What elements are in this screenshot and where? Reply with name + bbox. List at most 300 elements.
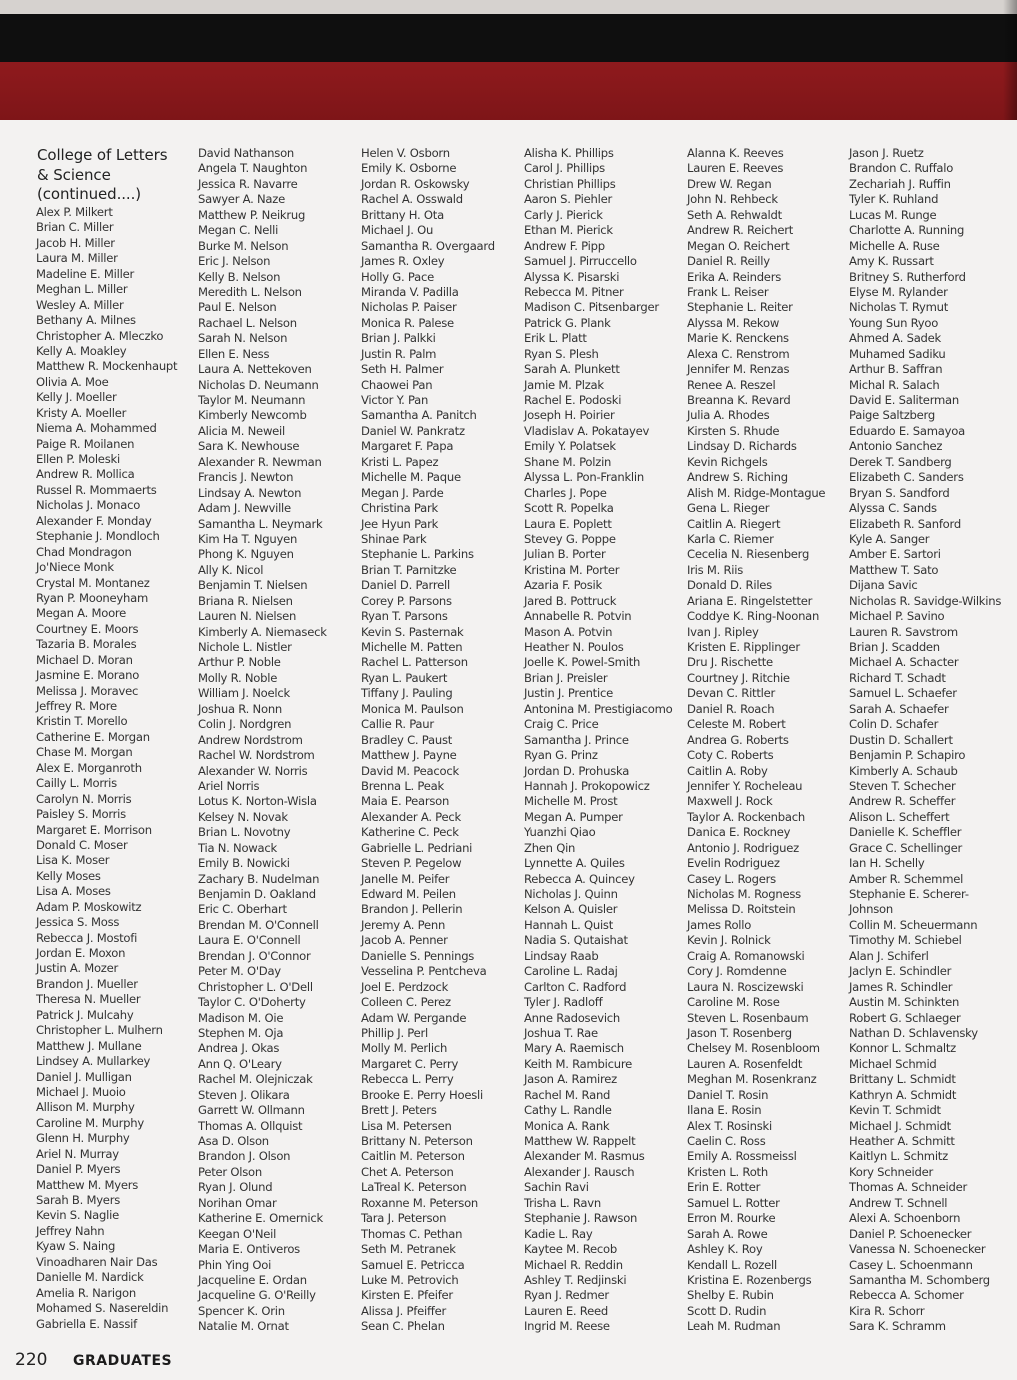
graduate-name: Matthew P. Neikrug <box>198 207 306 222</box>
graduate-name: Michelle M. Prost <box>524 794 618 809</box>
graduate-name: Dijana Savic <box>849 578 918 593</box>
graduate-name: Ryan L. Paukert <box>361 670 448 685</box>
graduate-name: Laura N. Roscizewski <box>687 979 804 994</box>
graduate-name: Chaowei Pan <box>361 377 433 392</box>
graduate-name: Alish M. Ridge-Montague <box>687 485 826 500</box>
graduate-name: Iris M. Riis <box>687 562 744 577</box>
graduate-name: Caitlin A. Roby <box>687 763 768 778</box>
graduate-name: Samantha M. Schomberg <box>849 1272 990 1287</box>
graduate-name: Jacob H. Miller <box>36 235 115 250</box>
graduate-name: Jason T. Rosenberg <box>687 1025 792 1040</box>
graduate-name: Kristi L. Papez <box>361 454 439 469</box>
graduate-name: Asa D. Olson <box>198 1134 269 1148</box>
graduate-name: John N. Rehbeck <box>687 192 778 207</box>
graduate-name: Kyle A. Sanger <box>849 531 930 546</box>
graduate-name: Justin R. Palm <box>361 346 437 361</box>
graduate-name: Tyler K. Ruhland <box>849 192 939 207</box>
graduate-name: Daniel D. Parrell <box>361 578 450 593</box>
graduate-name: Kirsten E. Pfeifer <box>361 1288 453 1303</box>
graduate-name: Rachel M. Rand <box>524 1087 611 1102</box>
graduate-name: Benjamin D. Oakland <box>198 887 316 901</box>
graduate-name: Charlotte A. Running <box>849 223 965 238</box>
graduate-name: Luke M. Petrovich <box>361 1272 459 1287</box>
graduate-name: Brian J. Preisler <box>524 670 608 685</box>
graduate-name: Amy K. Russart <box>849 254 934 269</box>
graduate-name: Carlton C. Radford <box>524 979 627 994</box>
graduate-name: Rebecca A. Schomer <box>849 1288 964 1303</box>
graduate-name: Matthew M. Myers <box>36 1177 139 1192</box>
graduate-name: Emily A. Rossmeissl <box>687 1149 797 1164</box>
graduate-name: Rachael L. Nelson <box>198 315 297 330</box>
graduate-name: Ilana E. Rosin <box>687 1103 762 1118</box>
graduate-name: Sara K. Schramm <box>849 1319 946 1334</box>
graduate-name: Brittany L. Schmidt <box>849 1072 956 1087</box>
graduate-name: Megan A. Pumper <box>524 809 623 824</box>
graduate-name: Elizabeth R. Sanford <box>849 516 961 531</box>
graduate-name: Adam W. Pergande <box>361 1010 467 1025</box>
running-head: GRADUATES <box>73 1353 173 1369</box>
graduate-name: Thomas A. Schneider <box>849 1180 968 1195</box>
graduate-name: Heather A. Schmitt <box>849 1134 955 1148</box>
graduate-name: Shinae Park <box>361 531 427 546</box>
graduate-name: Samantha L. Neymark <box>198 516 323 531</box>
name-column-1 <box>36 205 198 1332</box>
graduate-name: Spencer K. Orin <box>198 1303 285 1318</box>
graduate-name: Taylor A. Rockenbach <box>687 809 805 824</box>
graduate-name: Konnor L. Schmaltz <box>849 1041 957 1056</box>
graduate-name: Emily K. Osborne <box>361 161 457 176</box>
graduate-name: Kendall L. Rozell <box>687 1257 777 1272</box>
graduate-name: Megan O. Reichert <box>687 238 790 253</box>
graduate-name: Andrew F. Pipp <box>524 238 605 253</box>
graduate-name: Brian L. Novotny <box>198 825 291 840</box>
graduate-name: Jasmine E. Morano <box>36 668 140 683</box>
graduate-name: Nicholas D. Neumann <box>198 377 319 392</box>
graduate-name: Natalie M. Ornat <box>198 1319 289 1334</box>
graduate-name: Jessica S. Moss <box>36 915 120 930</box>
graduate-name: Kadie L. Ray <box>524 1226 593 1241</box>
name-column-4 <box>524 146 686 1335</box>
graduate-name: Ian H. Schelly <box>849 856 925 871</box>
graduate-name: Rachel W. Nordstrom <box>198 748 315 763</box>
graduate-name: Jacqueline G. O'Reilly <box>198 1288 316 1303</box>
name-column-3 <box>361 146 523 1335</box>
graduate-name: Devan C. Rittler <box>687 686 776 701</box>
graduate-name: Craig A. Romanowski <box>687 948 805 963</box>
graduate-name: Madison M. Oie <box>198 1010 284 1025</box>
graduate-name: Brittany H. Ota <box>361 207 444 222</box>
graduate-name: Trisha L. Ravn <box>524 1195 601 1210</box>
graduate-name: Michelle M. Patten <box>361 640 463 654</box>
graduate-name: Aaron S. Piehler <box>524 192 612 207</box>
graduate-name: Kristin T. Morello <box>36 714 128 729</box>
graduate-name: Lucas M. Runge <box>849 207 937 222</box>
graduate-name: Michael J. Muoio <box>36 1084 126 1099</box>
graduate-name: Eric J. Nelson <box>198 254 271 269</box>
graduate-name: Kaytee M. Recob <box>524 1242 617 1257</box>
graduate-name: Megan A. Moore <box>36 606 127 621</box>
graduate-name: Tazaria B. Morales <box>36 637 137 652</box>
graduate-name: David M. Peacock <box>361 763 459 778</box>
graduate-name: Benjamin P. Schapiro <box>849 748 966 763</box>
graduate-name: Steven J. Olikara <box>198 1087 290 1102</box>
graduate-name: Paige Saltzberg <box>849 408 935 423</box>
graduate-name: Brandon J. Mueller <box>36 976 138 991</box>
graduate-name: Madeline E. Miller <box>36 266 134 281</box>
graduate-name: Alicia M. Neweil <box>198 423 285 438</box>
graduate-name: Brendan J. O'Connor <box>198 948 311 963</box>
graduate-name: Carolyn N. Morris <box>36 791 132 806</box>
graduate-name: Yuanzhi Qiao <box>524 825 596 840</box>
graduate-name: Nadia S. Qutaishat <box>524 933 628 948</box>
graduate-name: Garrett W. Ollmann <box>198 1103 305 1118</box>
graduate-name: Nathan D. Schlavensky <box>849 1025 978 1040</box>
graduate-name: Shane M. Polzin <box>524 454 612 469</box>
graduate-name: Matthew J. Mullane <box>36 1038 142 1053</box>
graduate-name: Amber R. Schemmel <box>849 871 964 886</box>
graduate-name: Elizabeth C. Sanders <box>849 470 964 485</box>
graduate-name: Sarah A. Plunkett <box>524 362 620 377</box>
graduate-name: Callie R. Paur <box>361 717 434 732</box>
graduate-name: Nicholas J. Quinn <box>524 887 618 901</box>
graduate-name: Emily B. Nowicki <box>198 856 290 871</box>
graduate-name: Kelsey N. Novak <box>198 809 288 824</box>
header-band-light <box>0 0 1017 14</box>
graduate-name: Colin J. Nordgren <box>198 717 292 732</box>
graduate-name: Alex T. Rosinski <box>687 1118 772 1133</box>
graduate-name: Kevin Richgels <box>687 454 768 469</box>
graduate-name: Annabelle R. Potvin <box>524 609 632 624</box>
graduate-name: Russel R. Mommaerts <box>36 482 157 497</box>
graduate-name: Adam P. Moskowitz <box>36 899 142 914</box>
graduate-name: Jo'Niece Monk <box>36 560 114 575</box>
graduate-name: Danielle K. Scheffler <box>849 825 962 840</box>
graduate-name: Tiffany J. Pauling <box>361 686 453 701</box>
graduate-name: Ashley K. Roy <box>687 1242 763 1257</box>
graduate-name: Holly G. Pace <box>361 269 434 284</box>
graduate-name: Samantha R. Overgaard <box>361 238 495 253</box>
graduate-name: Sawyer A. Naze <box>198 192 285 207</box>
graduate-name: Paisley S. Morris <box>36 807 126 822</box>
graduate-name: Kevin S. Naglie <box>36 1208 119 1223</box>
graduate-name: Lisa A. Moses <box>36 884 111 899</box>
graduate-name: Kristina E. Rozenbergs <box>687 1272 812 1287</box>
graduate-name: Samuel L. Rotter <box>687 1195 780 1210</box>
graduate-name: Samuel L. Schaefer <box>849 686 957 701</box>
graduate-name: Alexander A. Peck <box>361 809 461 824</box>
graduate-name: Matthew T. Sato <box>849 562 939 577</box>
graduate-name: Courtney E. Moors <box>36 621 139 636</box>
graduate-name: Alexander M. Rasmus <box>524 1149 645 1164</box>
graduate-name: Antonio J. Rodriguez <box>687 840 799 855</box>
graduate-name: Caroline M. Murphy <box>36 1115 144 1130</box>
graduate-name: Arthur B. Saffran <box>849 362 943 377</box>
graduate-name: Renee A. Reszel <box>687 377 776 392</box>
graduate-name: Zachary B. Nudelman <box>198 871 320 886</box>
graduate-name: Megan J. Parde <box>361 485 444 500</box>
graduate-name: Michael D. Moran <box>36 652 133 667</box>
graduate-name: Michael J. Ou <box>361 223 434 238</box>
graduate-name: Nicholas M. Rogness <box>687 887 801 901</box>
graduate-name: Brandon J. Pellerin <box>361 902 463 917</box>
name-column-2 <box>198 146 360 1335</box>
graduate-name: Katherine C. Peck <box>361 825 459 840</box>
graduate-name: Jeremy A. Penn <box>361 917 446 932</box>
graduate-name: Jaclyn E. Schindler <box>849 964 952 979</box>
graduate-name: Jee Hyun Park <box>361 516 439 531</box>
graduate-name: Jamie M. Plzak <box>524 377 604 392</box>
section-title-line: (continued....) <box>37 185 142 203</box>
graduate-name: Alyssa K. Pisarski <box>524 269 620 284</box>
graduate-name: Richard T. Schadt <box>849 670 946 685</box>
graduate-name: Chelsey M. Rosenbloom <box>687 1041 820 1056</box>
graduate-name: Zhen Qin <box>524 840 576 855</box>
graduate-name: Tyler J. Radloff <box>524 995 603 1010</box>
graduate-name: Caitlin A. Riegert <box>687 516 781 531</box>
graduate-name: Alexander J. Rausch <box>524 1164 635 1179</box>
graduate-name: Ellen E. Ness <box>198 346 270 361</box>
graduate-name: Megan C. Nelli <box>198 223 279 238</box>
graduate-name: Donald C. Moser <box>36 837 128 852</box>
graduate-name: Stephanie L. Reiter <box>687 300 793 315</box>
graduate-name: Jennifer M. Renzas <box>687 362 790 377</box>
graduate-name: Monica A. Rank <box>524 1118 610 1133</box>
graduate-name: Lauren N. Nielsen <box>198 609 297 624</box>
graduate-name: Colleen C. Perez <box>361 995 451 1010</box>
graduate-name: Lauren A. Rosenfeldt <box>687 1056 803 1071</box>
graduate-name: Alex E. Morganroth <box>36 760 142 775</box>
graduate-name: Margaret F. Papa <box>361 439 454 454</box>
graduate-name: Ally K. Nicol <box>198 562 264 577</box>
graduate-name: Michael R. Reddin <box>524 1257 623 1272</box>
graduate-name: Crystal M. Montanez <box>36 575 150 590</box>
graduate-name: Samuel E. Petricca <box>361 1257 465 1272</box>
graduate-name: Michal R. Salach <box>849 377 940 392</box>
graduate-name: Taylor C. O'Doherty <box>198 995 306 1010</box>
graduate-name: Brooke E. Perry Hoesli <box>361 1087 483 1102</box>
graduate-name: Stephanie E. Scherer- <box>849 887 969 901</box>
graduate-name: Taylor M. Neumann <box>198 393 306 407</box>
graduate-name: Ashley T. Redjinski <box>524 1272 627 1287</box>
graduate-name: Timothy M. Schiebel <box>849 933 962 948</box>
graduate-name: Maxwell J. Rock <box>687 794 773 809</box>
graduate-name: Theresa N. Mueller <box>36 992 141 1007</box>
graduate-name: Kaitlyn L. Schmitz <box>849 1149 948 1164</box>
graduate-name: Glenn H. Murphy <box>36 1131 130 1146</box>
graduate-name: Eduardo E. Samayoa <box>849 423 965 438</box>
graduate-name: Brian J. Scadden <box>849 640 940 654</box>
graduate-name: Justin J. Prentice <box>524 686 613 701</box>
graduate-name: Andrew R. Reichert <box>687 223 794 238</box>
graduate-name: Alyssa L. Pon-Franklin <box>524 470 644 485</box>
graduate-name: Edward M. Peilen <box>361 887 456 901</box>
graduate-name: Austin M. Schinkten <box>849 995 960 1010</box>
graduate-name: Elyse M. Rylander <box>849 284 948 299</box>
graduate-name: Andrea J. Okas <box>198 1041 280 1056</box>
graduate-name: Madison C. Pitsenbarger <box>524 300 659 315</box>
graduate-name: Alexander R. Newman <box>198 454 322 469</box>
graduate-name: Grace C. Schellinger <box>849 840 962 855</box>
graduate-name: Sarah A. Rowe <box>687 1226 768 1241</box>
graduate-name: Kimberly A. Niemaseck <box>198 624 327 639</box>
graduate-name: Seth A. Rehwaldt <box>687 207 782 222</box>
graduate-name: Ryan P. Mooneyham <box>36 590 149 605</box>
graduate-name: Ryan S. Plesh <box>524 346 599 361</box>
graduate-name: Alan J. Schiferl <box>849 948 929 963</box>
graduate-name: Ellen P. Moleski <box>36 452 120 466</box>
graduate-name: Angela T. Naughton <box>198 161 308 176</box>
graduate-name: Jordan E. Moxon <box>36 946 126 960</box>
graduate-name: Kristy A. Moeller <box>36 405 127 420</box>
graduate-name: Marie K. Renckens <box>687 331 789 346</box>
graduate-name: Sarah N. Nelson <box>198 331 288 346</box>
graduate-name: Michael P. Savino <box>849 609 945 624</box>
graduate-name: Courtney J. Ritchie <box>687 670 790 685</box>
graduate-name: Rebecca L. Perry <box>361 1072 454 1087</box>
header-band-black <box>0 14 1017 62</box>
graduate-name: Allison M. Murphy <box>36 1100 135 1115</box>
graduate-name: Keegan O'Neil <box>198 1226 277 1241</box>
graduate-name: Derek T. Sandberg <box>849 454 952 469</box>
graduate-name: Bryan S. Sandford <box>849 485 950 500</box>
graduate-name: Alison L. Scheffert <box>849 809 950 824</box>
graduate-name: Kristen L. Roth <box>687 1164 768 1179</box>
header-band-red <box>0 62 1017 120</box>
graduate-name: Rachel M. Olejniczak <box>198 1072 313 1087</box>
graduate-name: Phillip J. Perl <box>361 1025 429 1040</box>
graduate-name: Daniel J. Mulligan <box>36 1069 132 1084</box>
graduate-name: Antonina M. Prestigiacomo <box>524 701 673 716</box>
graduate-name: Christopher A. Mleczko <box>36 328 164 343</box>
graduate-name: Evelin Rodriguez <box>687 856 780 871</box>
graduate-name: Caelin C. Ross <box>687 1134 766 1148</box>
graduate-name: Christopher L. Mulhern <box>36 1023 163 1038</box>
graduate-name: Lauren E. Reed <box>524 1303 608 1318</box>
graduate-name: Cailly L. Morris <box>36 776 117 791</box>
graduate-name: Cecelia N. Riesenberg <box>687 547 810 562</box>
graduate-name: Monica R. Palese <box>361 315 454 330</box>
graduate-name: Lindsay A. Newton <box>198 485 302 500</box>
graduate-name: Lisa M. Petersen <box>361 1118 452 1133</box>
graduate-name: Benjamin T. Nielsen <box>198 578 308 593</box>
graduate-name: Sean C. Phelan <box>361 1319 445 1334</box>
graduate-name: Keith M. Rambicure <box>524 1056 632 1071</box>
graduate-name: David E. Saliterman <box>849 393 959 407</box>
graduate-name: Jordan R. Oskowsky <box>361 176 470 191</box>
graduate-name: Kristina M. Porter <box>524 562 620 577</box>
graduate-name: Kelly A. Moakley <box>36 343 127 358</box>
graduate-name: Andrew T. Schnell <box>849 1195 948 1210</box>
graduate-name: Meghan M. Rosenkranz <box>687 1072 817 1087</box>
graduate-name: Andrew S. Riching <box>687 470 788 485</box>
graduate-name: James R. Schindler <box>849 979 953 994</box>
graduate-name: Daniel T. Rosin <box>687 1087 769 1102</box>
graduate-name: Paul E. Nelson <box>198 300 277 315</box>
graduate-name: Zechariah J. Ruffin <box>849 176 951 191</box>
graduate-name: Carly J. Pierick <box>524 207 603 222</box>
graduate-name: Kirsten S. Rhude <box>687 423 780 438</box>
graduate-name: Ivan J. Ripley <box>687 624 759 639</box>
graduate-name: Alexi A. Schoenborn <box>849 1211 961 1226</box>
graduate-name: Hannah L. Quist <box>524 917 614 932</box>
graduate-name: Erik L. Platt <box>524 331 587 346</box>
graduate-name: Brian J. Palkki <box>361 331 436 346</box>
graduate-name: Danica E. Rockney <box>687 825 791 840</box>
graduate-name: Helen V. Osborn <box>361 146 450 160</box>
graduate-name: Margaret C. Perry <box>361 1056 459 1071</box>
graduate-name: Hannah J. Prokopowicz <box>524 778 650 793</box>
graduate-name: Daniel P. Myers <box>36 1162 121 1177</box>
graduate-name: Daniel P. Schoenecker <box>849 1226 972 1241</box>
graduate-name: Seth M. Petranek <box>361 1242 456 1257</box>
graduate-name: Laura A. Nettekoven <box>198 362 312 377</box>
graduate-name: Azaria F. Posik <box>524 578 602 593</box>
graduate-name: Brett J. Peters <box>361 1103 437 1118</box>
graduate-name: Casey L. Schoenmann <box>849 1257 973 1272</box>
graduate-name: Brian C. Miller <box>36 220 114 235</box>
graduate-name: Jordan D. Prohuska <box>524 763 630 778</box>
graduate-name: Bradley C. Paust <box>361 732 453 747</box>
graduate-name: Ann Q. O'Leary <box>198 1056 282 1071</box>
graduate-name: Joelle K. Powel-Smith <box>524 655 641 670</box>
graduate-name: Burke M. Nelson <box>198 238 289 253</box>
graduate-name: Karla C. Riemer <box>687 531 774 546</box>
graduate-name: William J. Noelck <box>198 686 290 701</box>
graduate-name: Ryan G. Prinz <box>524 748 598 763</box>
graduate-name: Matthew R. Mockenhaupt <box>36 359 178 374</box>
graduate-name: Stephanie J. Rawson <box>524 1211 638 1226</box>
name-column-6 <box>849 146 1011 1335</box>
graduate-name: Coddye K. Ring-Noonan <box>687 609 820 624</box>
graduate-name: Tia N. Nowack <box>198 840 277 855</box>
graduate-name: Laura M. Miller <box>36 251 118 266</box>
graduate-name: Michelle M. Paque <box>361 470 461 485</box>
graduate-name: Maria E. Ontiveros <box>198 1242 300 1257</box>
graduate-name: Breanna K. Revard <box>687 393 791 407</box>
graduate-name: Peter Olson <box>198 1164 262 1179</box>
graduate-name: Charles J. Pope <box>524 485 607 500</box>
graduate-name: Vladislav A. Pokatayev <box>524 423 650 438</box>
graduate-name: Nicholas T. Rymut <box>849 300 949 315</box>
graduate-name: Kim Ha T. Nguyen <box>198 531 298 546</box>
section-title-line: College of Letters <box>37 146 168 164</box>
graduate-name: Jason A. Ramirez <box>524 1072 617 1087</box>
graduate-name: Amelia R. Narigon <box>36 1285 136 1300</box>
graduate-name: Laura E. Poplett <box>524 516 612 531</box>
graduate-name: Kelly Moses <box>36 868 101 883</box>
graduate-name: Joseph H. Poirier <box>524 408 615 423</box>
graduate-name: Dru J. Rischette <box>687 655 773 670</box>
graduate-name: Scott R. Popelka <box>524 501 614 516</box>
graduate-name: Mary A. Raemisch <box>524 1041 624 1056</box>
graduate-name: Niema A. Mohammed <box>36 421 157 436</box>
graduate-name: Michael Schmid <box>849 1056 937 1071</box>
graduate-name: Frank L. Reiser <box>687 284 769 299</box>
graduate-name: Andrea G. Roberts <box>687 732 789 747</box>
graduate-name: Samantha A. Panitch <box>361 408 477 423</box>
graduate-name: Samuel J. Pirruccello <box>524 254 637 269</box>
graduate-name: Alyssa M. Rekow <box>687 315 780 330</box>
graduate-name: Shelby E. Rubin <box>687 1288 774 1303</box>
section-title <box>37 146 187 205</box>
graduate-name: Mohamed S. Nasereldin <box>36 1301 169 1316</box>
graduate-name: Drew W. Regan <box>687 176 772 191</box>
graduate-name: Norihan Omar <box>198 1195 277 1210</box>
graduate-name: Rebecca M. Pitner <box>524 284 624 299</box>
graduate-name: Stephen M. Oja <box>198 1025 284 1040</box>
graduate-name: Julian B. Porter <box>524 547 606 562</box>
graduate-name: Olivia A. Moe <box>36 374 109 389</box>
